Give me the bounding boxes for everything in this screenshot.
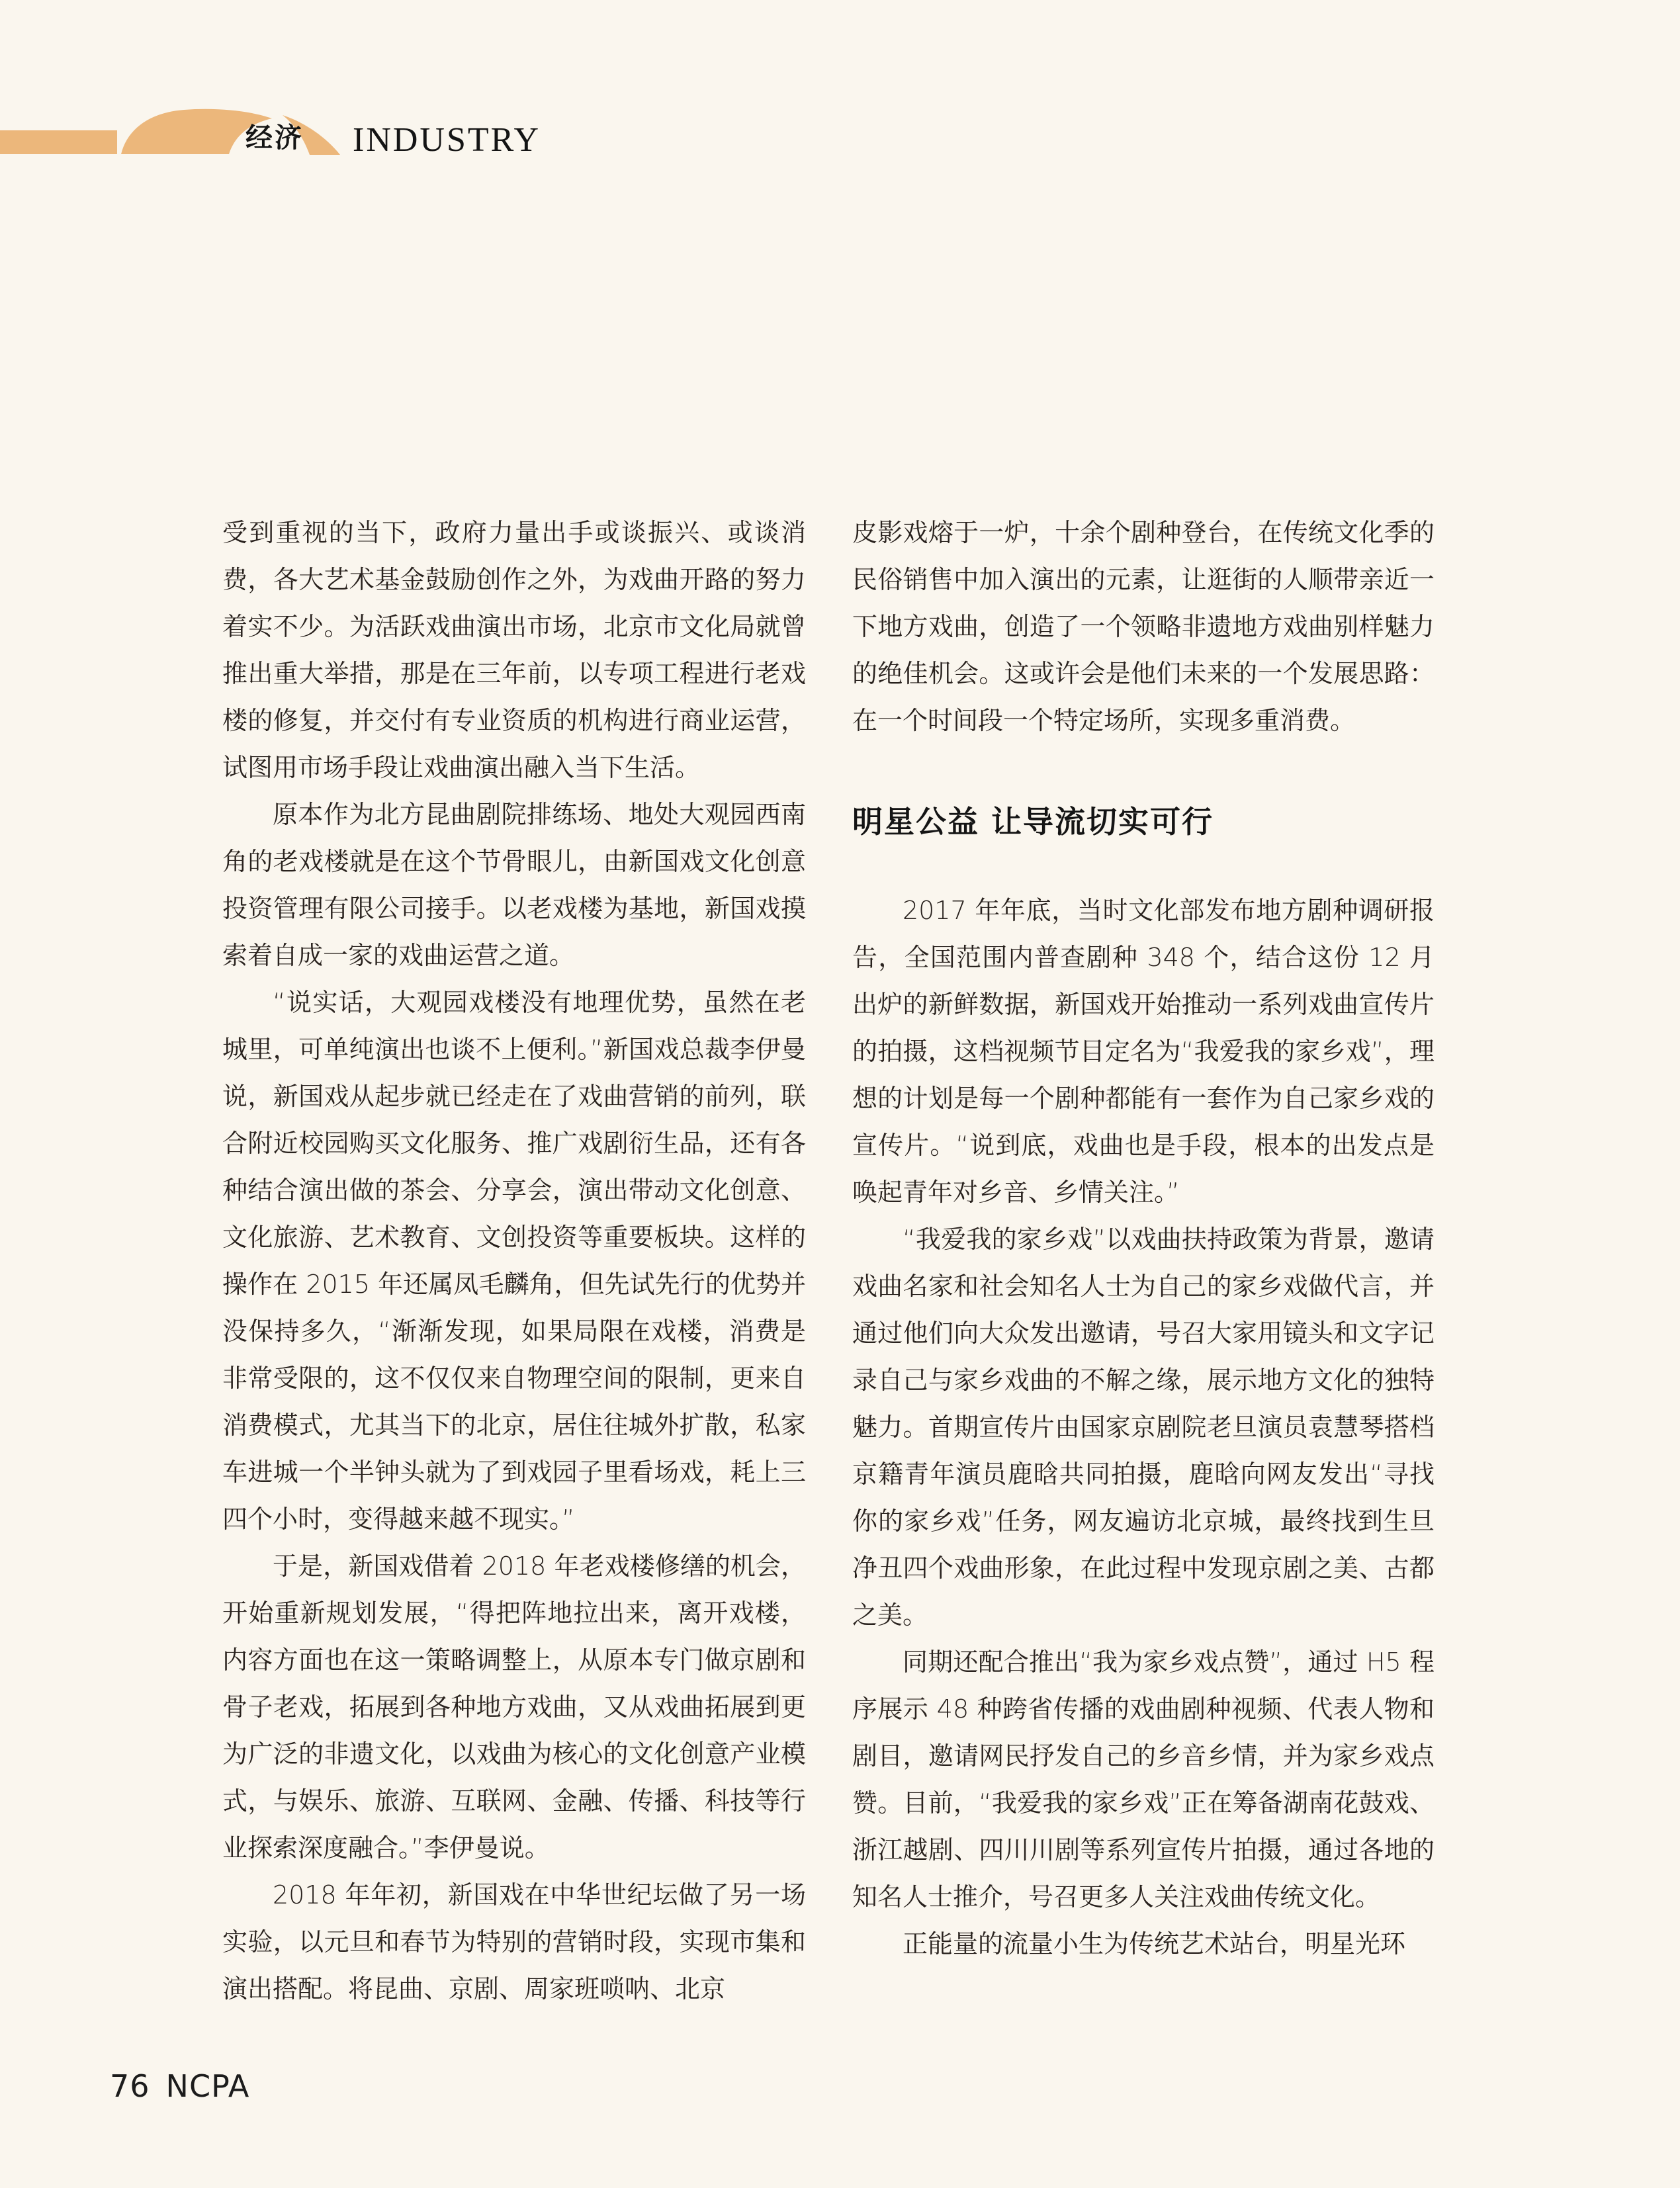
paragraph: 2017 年年底，当时文化部发布地方剧种调研报告，全国范围内普查剧种 348 个，结合这份 12 月出炉的新鲜数据，新国戏开始推动一系列戏曲宣传片的拍摄，这档视频节目定名为“我爱我的家乡戏”，理想的计划是每一个剧种都能有一套作为自己家乡戏的宣传片。“说到底，戏曲也是手段，根本的出发点是唤起青年对乡音、乡情关注。” bbox=[852, 896, 1435, 1207]
paragraph: “我爱我的家乡戏”以戏曲扶持政策为背景，邀请戏曲名家和社会知名人士为自己的家乡戏做代言，并通过他们向大众发出邀请，号召大家用镜头和文字记录自己与家乡戏曲的不解之缘，展示地方文化的独特魅力。首期宣传片由国家京剧院老旦演员袁慧琴搭档京籍青年演员鹿晗共同拍摄，鹿晗向网友发出“寻找你的家乡戏”任务，网友遍访北京城，最终找到生旦净丑四个戏曲形象，在此过程中发现京剧之美、古都之美。 bbox=[852, 1225, 1435, 1630]
paragraph: 于是，新国戏借着 2018 年老戏楼修缮的机会，开始重新规划发展，“得把阵地拉出来，离开戏楼，内容方面也在这一策略调整上，从原本专门做京剧和骨子老戏，拓展到各种地方戏曲，又从戏曲拓展到更为广泛的非遗文化，以戏曲为核心的文化创意产业模式，与娱乐、旅游、互联网、金融、传播、科技等行业探索深度融合。”李伊曼说。 bbox=[222, 1552, 806, 1862]
paragraph: 同期还配合推出“我为家乡戏点赞”，通过 H5 程序展示 48 种跨省传播的戏曲剧种视频、代表人物和剧目，邀请网民抒发自己的乡音乡情，并为家乡戏点赞。目前，“我爱我的家乡戏”正在筹备湖南花鼓戏、浙江越剧、四川川剧等系列宣传片拍摄，通过各地的知名人士推介，号召更多人关注戏曲传统文化。 bbox=[852, 1647, 1435, 1911]
paragraph: 受到重视的当下，政府力量出手或谈振兴、或谈消费，各大艺术基金鼓励创作之外，为戏曲开路的努力着实不少。为活跃戏曲演出市场，北京市文化局就曾推出重大举措，那是在三年前，以专项工程进行老戏楼的修复，并交付有专业资质的机构进行商业运营，试图用市场手段让戏曲演出融入当下生活。 bbox=[222, 518, 806, 782]
paragraph: 皮影戏熔于一炉，十余个剧种登台，在传统文化季的民俗销售中加入演出的元素，让逛街的人顺带亲近一下地方戏曲，创造了一个领略非遗地方戏曲别样魅力的绝佳机会。这或许会是他们未来的一个发展思路：在一个时间段一个特定场所，实现多重消费。 bbox=[852, 518, 1435, 735]
paragraph: 原本作为北方昆曲剧院排练场、地处大观园西南角的老戏楼就是在这个节骨眼儿，由新国戏文化创意投资管理有限公司接手。以老戏楼为基地，新国戏摸索着自成一家的戏曲运营之道。 bbox=[222, 800, 806, 970]
right-column bbox=[852, 509, 1435, 1968]
section-title-zh: 经济 bbox=[245, 122, 304, 153]
page-number: 76 bbox=[110, 2068, 150, 2104]
section-title-en: INDUSTRY bbox=[353, 121, 541, 159]
header-swoosh-graphic bbox=[0, 0, 596, 212]
paragraph: 2018 年年初，新国戏在中华世纪坛做了另一场实验，以元旦和春节为特别的营销时段，实现市集和演出搭配。将昆曲、京剧、周家班唢呐、北京 bbox=[222, 1880, 806, 2003]
paragraph: “说实话，大观园戏楼没有地理优势，虽然在老城里，可单纯演出也谈不上便利。”新国戏总裁李伊曼说，新国戏从起步就已经走在了戏曲营销的前列，联合附近校园购买文化服务、推广戏剧衍生品，还有各种结合演出做的茶会、分享会，演出带动文化创意、文化旅游、艺术教育、文创投资等重要板块。这样的操作在 2015 年还属凤毛麟角，但先试先行的优势并没保持多久，“渐渐发现，如果局限在戏楼，消费是非常受限的，这不仅仅来自物理空间的限制，更来自消费模式，尤其当下的北京，居住往城外扩散，私家车进城一个半钟头就为了到戏园子里看场戏，耗上三四个小时，变得越来越不现实。” bbox=[222, 988, 806, 1534]
section-heading: 明星公益 让导流切实可行 bbox=[852, 804, 1214, 840]
paragraph: 正能量的流量小生为传统艺术站台，明星光环 bbox=[903, 1929, 1406, 1958]
magazine-code: NCPA bbox=[165, 2068, 250, 2104]
left-column bbox=[222, 509, 806, 2013]
page-footer bbox=[110, 2068, 250, 2104]
